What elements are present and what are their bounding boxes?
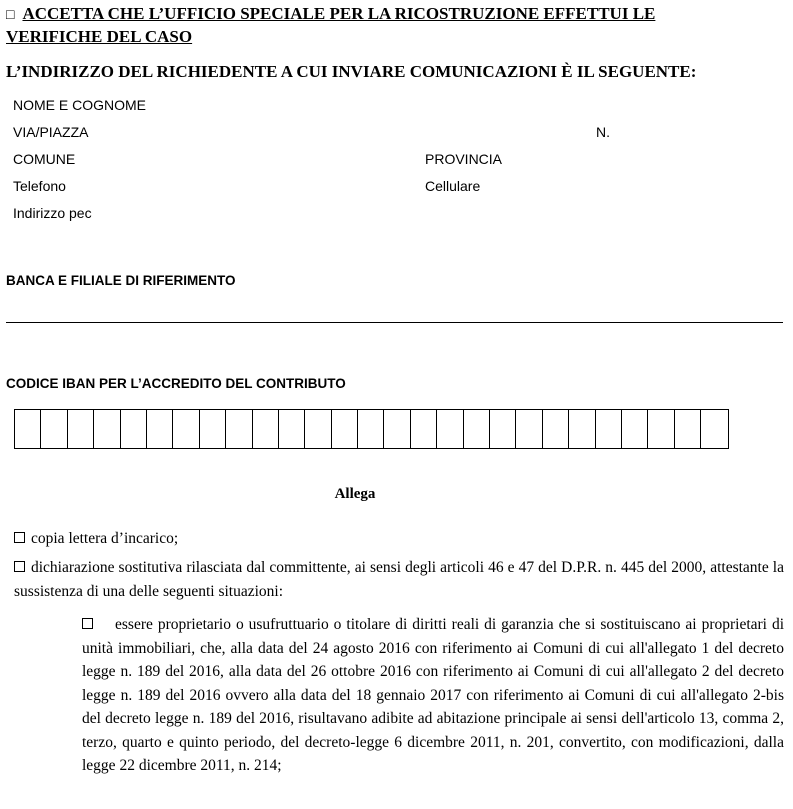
header-checkbox[interactable]: □: [6, 8, 15, 23]
numero-label: N.: [596, 124, 610, 140]
iban-cell[interactable]: [332, 410, 358, 448]
iban-cell[interactable]: [648, 410, 674, 448]
title-line-2: VERIFICHE DEL CASO: [6, 27, 193, 46]
allega-item-1: [14, 527, 784, 551]
provincia-label: PROVINCIA: [425, 151, 503, 167]
allega-item-2: [14, 556, 784, 603]
iban-cell[interactable]: [121, 410, 147, 448]
address-heading: L’INDIRIZZO DEL RICHIEDENTE A CUI INVIARE COMUNICAZIONI È IL SEGUENTE:: [6, 62, 697, 81]
iban-cell[interactable]: [41, 410, 67, 448]
banca-label: BANCA E FILIALE DI RIFERIMENTO: [6, 273, 236, 288]
iban-cell[interactable]: [464, 410, 490, 448]
iban-cell[interactable]: [437, 410, 463, 448]
iban-cell[interactable]: [701, 410, 727, 448]
iban-cell[interactable]: [384, 410, 410, 448]
via-label: VIA/PIAZZA: [13, 124, 89, 140]
iban-cell[interactable]: [279, 410, 305, 448]
item-2-text: dichiarazione sostitutiva rilasciata dal committente, ai sensi degli articoli 46 e 47 del D.P.R. n. 445 del 2000, attestante la sussistenza di una delle seguenti situazioni:: [14, 559, 784, 600]
iban-cell[interactable]: [200, 410, 226, 448]
iban-cell[interactable]: [68, 410, 94, 448]
iban-cell[interactable]: [596, 410, 622, 448]
title-line-1: [6, 3, 655, 27]
item-1-text: copia lettera d’incarico;: [31, 530, 179, 547]
iban-cell[interactable]: [622, 410, 648, 448]
subitem-1-checkbox[interactable]: [82, 618, 93, 629]
banca-input-line[interactable]: [6, 322, 783, 323]
iban-cell[interactable]: [253, 410, 279, 448]
item-1-checkbox[interactable]: [14, 532, 25, 543]
item-2-checkbox[interactable]: [14, 561, 25, 572]
iban-cell[interactable]: [411, 410, 437, 448]
cellulare-label: Cellulare: [425, 178, 481, 194]
allega-subitem-1: [82, 613, 784, 778]
title-text-1: ACCETTA CHE L’UFFICIO SPECIALE PER LA RICOSTRUZIONE EFFETTUI LE: [22, 4, 656, 23]
subitem-1-text: essere proprietario o usufruttuario o titolare di diritti reali di garanzia che si sostituiscano ai proprietari di unità immobiliari, che, alla data del 24 agosto 2016 con riferimento ai Comuni di cui all'allegato 1 del decreto legge n. 189 del 2016, alla data del 26 ottobre 2016 con riferimento ai Comuni di cui all'allegato 2 del decreto legge n. 189 del 2016 ovvero alla data del 18 gennaio 2017 con riferimento ai Comuni di cui all'allegato 2-bis del decreto legge n. 189 del 2016, risultavano adibite ad abitazione principale ai sensi dell'articolo 13, comma 2, terzo, quarto e quinto periodo, del decreto-legge 6 dicembre 2011, n. 201, convertito, con modificazioni, dalla legge 22 dicembre 2011, n. 214;: [82, 616, 784, 774]
iban-cell[interactable]: [516, 410, 542, 448]
iban-cell[interactable]: [358, 410, 384, 448]
iban-label: CODICE IBAN PER L’ACCREDITO DEL CONTRIBUTO: [6, 376, 346, 391]
iban-cell[interactable]: [147, 410, 173, 448]
iban-input-grid[interactable]: [14, 409, 729, 449]
iban-cell[interactable]: [569, 410, 595, 448]
iban-cell[interactable]: [94, 410, 120, 448]
iban-cell[interactable]: [305, 410, 331, 448]
iban-cell[interactable]: [490, 410, 516, 448]
iban-cell[interactable]: [226, 410, 252, 448]
telefono-label: Telefono: [13, 178, 66, 194]
pec-label: Indirizzo pec: [13, 205, 92, 221]
nome-label: NOME E COGNOME: [13, 97, 147, 113]
comune-label: COMUNE: [13, 151, 76, 167]
iban-cell[interactable]: [675, 410, 701, 448]
iban-cell[interactable]: [543, 410, 569, 448]
iban-cell[interactable]: [173, 410, 199, 448]
allega-heading: Allega: [334, 486, 376, 502]
iban-cell[interactable]: [15, 410, 41, 448]
